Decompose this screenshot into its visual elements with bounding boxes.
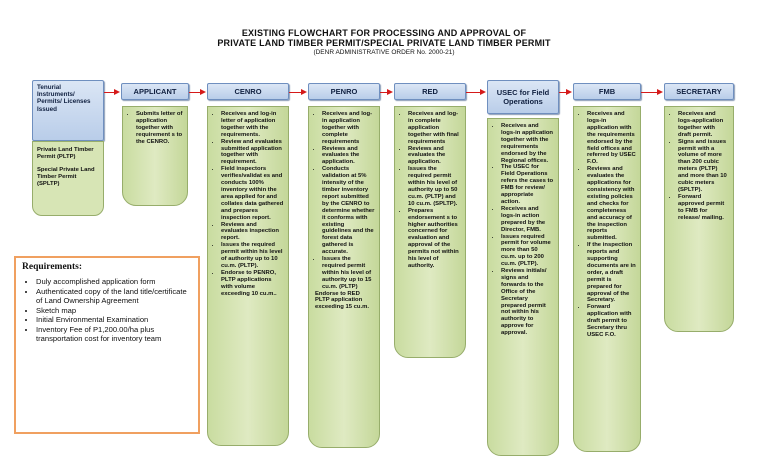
tenurial-items-box [32, 141, 104, 216]
column-cenro [207, 106, 289, 446]
column-usec [487, 118, 559, 456]
cenro-step-4: • Reviews and evaluates inspection report. [221, 222, 284, 243]
requirement-item: • Duly accomplished application form [36, 277, 192, 286]
requirement-item: • Authenticated copy of the land title/certificate of Land Ownership Agreement [36, 287, 192, 305]
flow-arrow-3 [289, 92, 302, 93]
penro-endorse-text: Endorse to RED PLTP application exceeding 15 cu.m. [315, 290, 370, 311]
requirement-item: • Sketch map [36, 306, 192, 315]
fmb-step-3: • If the inspection reports and supporting documents are in order, a draft permit is prepared for approval of the Secretary. [587, 242, 636, 304]
cenro-step-3: • Field inspectors verifies/validat es and conducts 100% inventory within the area applied for and collates data gathered and prepares inspection report. [221, 166, 284, 221]
column-applicant [122, 106, 188, 206]
flow-arrow-5 [466, 92, 481, 93]
flow-arrow-4 [380, 92, 388, 93]
red-step-1: • Receives and log-in complete application together with final requirements [408, 111, 461, 146]
applicant-step: • Submits letter of application together with requirement s to the CENRO. [136, 111, 183, 146]
tenurial-item-pltp: Private Land Timber Permit (PLTP) [37, 147, 94, 160]
flow-arrow-7 [641, 92, 658, 93]
title-line-2: PRIVATE LAND TIMBER PERMIT/SPECIAL PRIVATE LAND TIMBER PERMIT [217, 38, 551, 48]
header-secretary: SECRETARY [664, 83, 734, 100]
column-penro [308, 106, 380, 448]
usec-step-1: • Receives and logs-in application together with the requirements endorsed by the Regional offices. [501, 123, 554, 164]
header-applicant: APPLICANT [121, 83, 189, 100]
cenro-step-5: • Issues the required permit within his level of authority up to 10 cu.m. (PLTP). [221, 242, 284, 270]
penro-step-3: • Conducts validation at 5% intensity of the timber inventory report submitted by the CENRO to determine whether it conforms with existing guidelines and the forest data gathered is accurate. [322, 166, 375, 256]
usec-step-3: • Receives and logs-in action prepared by the Director, FMB. [501, 206, 554, 234]
penro-step-2: • Reviews and evaluates the application. [322, 146, 375, 167]
title-line-1: EXISTING FLOWCHART FOR PROCESSING AND APPROVAL OF [241, 28, 527, 38]
column-fmb [573, 106, 641, 452]
header-cenro: CENRO [207, 83, 289, 100]
subtitle: (DENR ADMINISTRATIVE ORDER No. 2000-21) [313, 49, 455, 56]
usec-step-2: • The USEC for Field Operations refers the cases to FMB for review/ appropriate action. [501, 164, 554, 205]
column-secretary [664, 106, 734, 332]
header-penro: PENRO [308, 83, 380, 100]
usec-step-5: • Reviews initials/ signs and forwards to the Office of the Secretary prepared permit not within his authority to approve for approval. [501, 268, 554, 337]
red-step-3: • Issues the required permit within his level of authority up to 50 cu.m. (PLTP) and 10 cu.m. (SPLTP). [408, 166, 461, 207]
fmb-step-1: • Receives and logs-in application with the requirements endorsed by the field offices and referred by USEC F.O. [587, 111, 636, 166]
requirements-heading: Requirements: [22, 262, 82, 272]
flow-arrow-1 [104, 92, 115, 93]
column-red [394, 106, 466, 358]
requirements-box [14, 256, 200, 434]
tenurial-item-spltp: Special Private Land Timber Permit (SPLTP) [37, 166, 95, 187]
header-red: RED [394, 83, 466, 100]
header-usec: USEC for Field Operations [487, 80, 559, 114]
cenro-step-2: • Review and evaluates submitted application together with requirement. [221, 139, 284, 167]
secretary-step-1: • Receives and logs-application together with draft permit. [678, 111, 729, 139]
red-step-2: • Reviews and evaluates the application. [408, 146, 461, 167]
header-fmb: FMB [573, 83, 641, 100]
secretary-step-2: • Signs and issues permit with a volume of more than 200 cubic meters (PLTP) and more than 10 cubic meters (SPLTP). [678, 139, 729, 194]
flow-arrow-2 [189, 92, 201, 93]
flow-arrow-6 [559, 92, 567, 93]
requirement-item: • Inventory Fee of P1,200.00/ha plus transportation cost for inventory team [36, 325, 192, 343]
cenro-step-1: • Receives and log-in letter of application together with the requirements. [221, 111, 284, 139]
usec-step-4: • Issues required permit for volume more than 50 cu.m. up to 200 cu.m. (PLTP). [501, 234, 554, 269]
penro-step-1: • Receives and log-in application together with complete requirements [322, 111, 375, 146]
tenurial-header: Tenurial Instruments/ Permits/ Licenses Issued [32, 80, 104, 141]
fmb-step-2: • Reviews and evaluates the applications for consistency with existing policies and checks for completeness and accuracy of the inspection reports submitted. [587, 166, 636, 242]
red-step-4: • Prepares endorsement s to higher authorities concerned for evaluation and approval of the permits not within his level of authority. [408, 208, 461, 270]
fmb-step-4: • Forward application with draft permit to Secretary thru USEC F.O. [587, 304, 636, 339]
requirement-item: • Initial Environmental Examination [36, 315, 192, 324]
penro-step-4: • Issues the required permit within his level of authority up to 15 cu.m. (PLTP) [322, 256, 375, 291]
cenro-step-6: • Endorse to PENRO, PLTP applications with volume exceeding 10 cu.m.. [221, 270, 284, 298]
secretary-step-3: • Forward approved permit to FMB for release/ mailing. [678, 194, 729, 222]
